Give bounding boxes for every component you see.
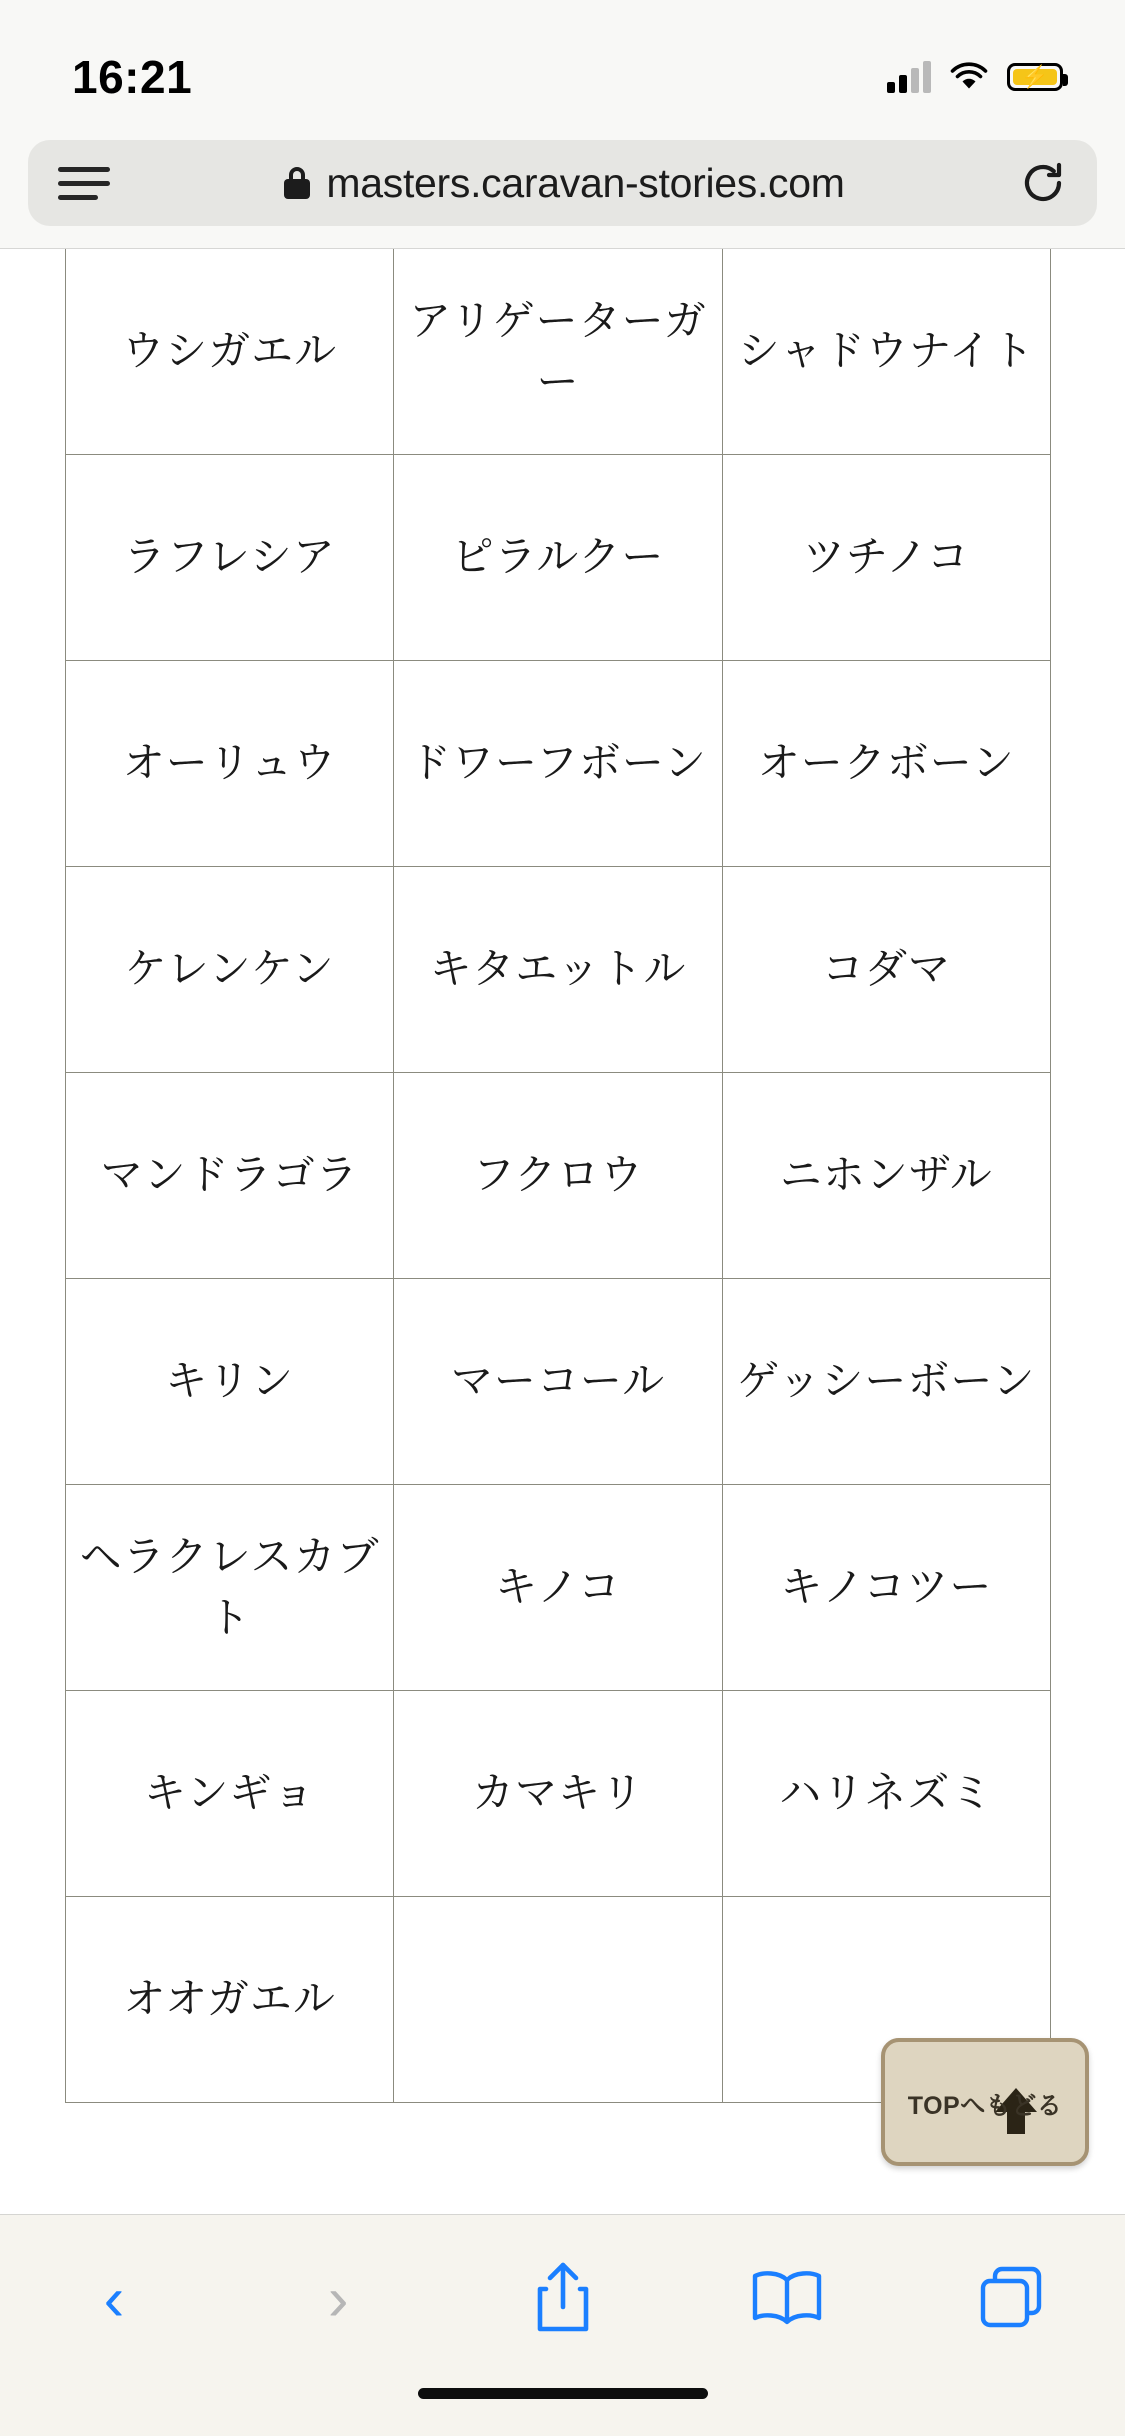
table-cell[interactable]: キンギョ (66, 1691, 394, 1897)
table-cell[interactable]: ツチノコ (722, 455, 1050, 661)
tabs-button[interactable] (951, 2245, 1071, 2355)
table-cell[interactable]: フクロウ (394, 1073, 722, 1279)
url-display[interactable] (128, 160, 1001, 207)
table-cell[interactable]: アリゲーターガー (394, 249, 722, 455)
wifi-icon (949, 62, 989, 92)
table-row (66, 249, 1051, 455)
monster-table (65, 249, 1051, 2103)
bookmarks-icon (749, 2266, 825, 2333)
chevron-left-icon: ‹ (103, 2264, 125, 2334)
address-bar[interactable] (28, 140, 1097, 226)
status-time: 16:21 (72, 51, 193, 103)
page-content (0, 249, 1125, 2214)
table-cell[interactable]: ウシガエル (66, 249, 394, 455)
cellular-signal-icon (887, 61, 931, 93)
table-cell[interactable]: キノコ (394, 1485, 722, 1691)
table-cell[interactable]: オークボーン (722, 661, 1050, 867)
lock-icon (284, 167, 310, 199)
share-icon (532, 2259, 594, 2340)
table-body (66, 249, 1051, 2103)
table-row (66, 1485, 1051, 1691)
table-row (66, 867, 1051, 1073)
table-row (66, 1691, 1051, 1897)
table-cell-empty (394, 1897, 722, 2103)
battery-charging-icon: ⚡ (1007, 63, 1063, 91)
status-bar (0, 0, 1125, 132)
table-cell[interactable]: ドワーフボーン (394, 661, 722, 867)
home-indicator-area (0, 2384, 1125, 2436)
table-row (66, 1073, 1051, 1279)
table-cell[interactable]: マーコール (394, 1279, 722, 1485)
share-button[interactable] (503, 2245, 623, 2355)
status-indicators (887, 61, 1063, 93)
table-cell[interactable]: カマキリ (394, 1691, 722, 1897)
table-cell[interactable]: ハリネズミ (722, 1691, 1050, 1897)
hamburger-menu-icon[interactable] (58, 167, 110, 200)
home-indicator[interactable] (418, 2388, 708, 2399)
table-cell[interactable]: キタエットル (394, 867, 722, 1073)
table-row (66, 1279, 1051, 1485)
table-cell[interactable]: オオガエル (66, 1897, 394, 2103)
table-row (66, 455, 1051, 661)
table-cell[interactable]: マンドラゴラ (66, 1073, 394, 1279)
reload-icon[interactable] (1019, 159, 1067, 207)
scroll-to-top-label: TOPへもどる (907, 2092, 1063, 2120)
table-cell[interactable]: コダマ (722, 867, 1050, 1073)
bookmarks-button[interactable] (727, 2245, 847, 2355)
chevron-right-icon: › (327, 2264, 349, 2334)
table-cell[interactable]: ラフレシア (66, 455, 394, 661)
table-cell[interactable]: ニホンザル (722, 1073, 1050, 1279)
table-cell[interactable]: ヘラクレスカブト (66, 1485, 394, 1691)
forward-button[interactable] (278, 2245, 398, 2355)
table-cell[interactable]: シャドウナイト (722, 249, 1050, 455)
browser-toolbar (0, 2214, 1125, 2384)
table-cell[interactable]: オーリュウ (66, 661, 394, 867)
tabs-icon (977, 2263, 1045, 2336)
table-cell[interactable]: ピラルクー (394, 455, 722, 661)
back-button[interactable] (54, 2245, 174, 2355)
scroll-to-top-button[interactable] (881, 2038, 1089, 2166)
table-cell[interactable]: ゲッシーボーン (722, 1279, 1050, 1485)
table-row (66, 661, 1051, 867)
table-cell[interactable]: キノコツー (722, 1485, 1050, 1691)
browser-chrome (0, 132, 1125, 249)
table-cell[interactable]: キリン (66, 1279, 394, 1485)
url-text: masters.caravan-stories.com (326, 159, 845, 206)
table-cell[interactable]: ケレンケン (66, 867, 394, 1073)
